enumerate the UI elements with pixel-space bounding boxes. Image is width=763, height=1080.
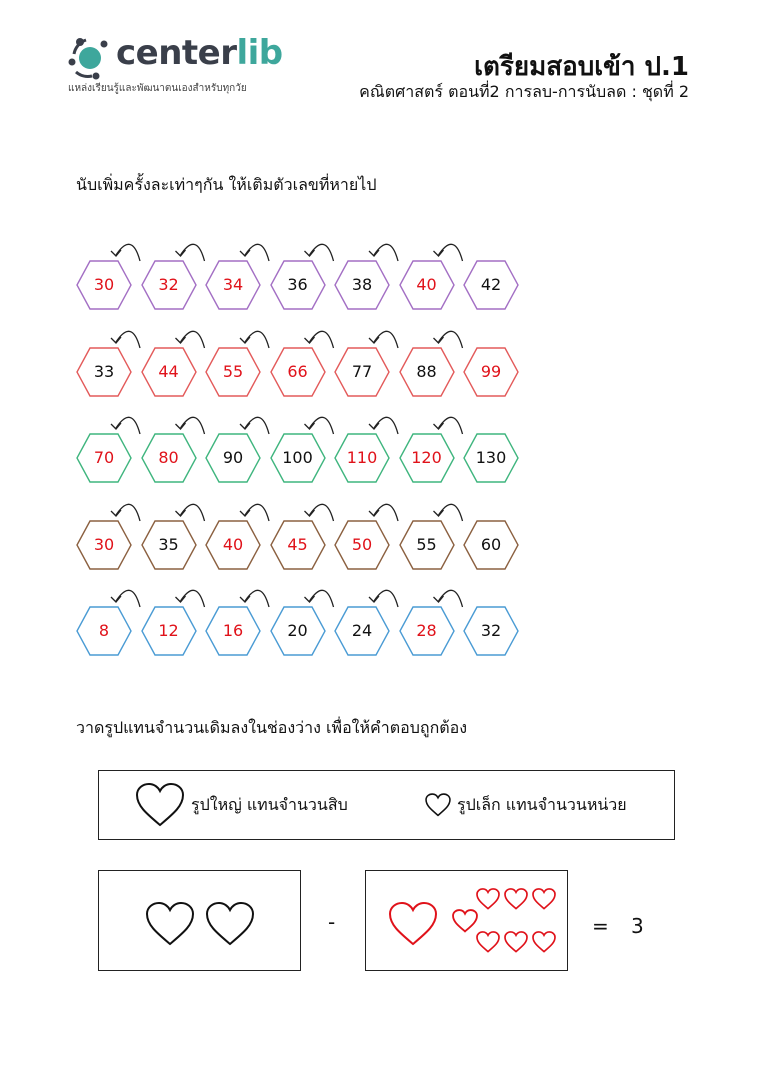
number-hexagon [270, 433, 326, 483]
subtrahend-box [365, 870, 568, 971]
hexagon-number: 30 [93, 275, 115, 294]
hexagon-number: 45 [287, 535, 308, 554]
big-heart-red-icon [388, 901, 438, 947]
arrow-head [434, 423, 444, 429]
hexagon-number: 130 [475, 448, 507, 467]
number-hexagon [205, 520, 261, 570]
number-hexagon [463, 347, 519, 397]
number-hexagon [334, 520, 390, 570]
arrow-head [176, 337, 186, 343]
arrow-head [305, 250, 315, 256]
hexagon-number: 55 [416, 535, 437, 554]
number-hexagon [205, 260, 261, 310]
logo-molecule-icon [66, 34, 114, 80]
hexagon-number: 60 [480, 535, 502, 554]
number-hexagon [463, 520, 519, 570]
hexagon-number: 40 [222, 535, 244, 554]
arrow-head [434, 510, 444, 516]
hexagon-number: 30 [93, 535, 115, 554]
number-hexagon [270, 520, 326, 570]
hexagon-number: 77 [351, 362, 373, 381]
minuend-box [98, 870, 301, 971]
arrow-head [111, 510, 121, 516]
arrow-head [369, 337, 379, 343]
sequence-row [76, 320, 526, 410]
logo-tagline: แหล่งเรียนรู้และพัฒนาตนเองสำหรับทุกวัย [68, 83, 247, 94]
number-hexagon [399, 520, 455, 570]
number-hexagon [205, 433, 261, 483]
hexagon-number: 88 [416, 362, 437, 381]
small-heart-red-icon [452, 909, 478, 933]
hexagon-number: 100 [282, 448, 313, 467]
number-hexagon [399, 606, 455, 656]
legend-small-text: รูปเล็ก แทนจำนวนหน่วย [457, 794, 627, 814]
number-hexagon [463, 260, 519, 310]
number-hexagon [141, 520, 197, 570]
hexagon-number: 28 [416, 621, 437, 640]
hexagon-number: 36 [287, 275, 308, 294]
arrow-head [111, 337, 121, 343]
number-hexagon [76, 520, 132, 570]
hexagon-number: 35 [158, 535, 179, 554]
hexagon-number: 12 [158, 621, 179, 640]
hexagon-number: 20 [287, 621, 308, 640]
number-hexagon [399, 347, 455, 397]
arrow-head [111, 423, 121, 429]
arrow-head [240, 250, 250, 256]
number-hexagon [270, 606, 326, 656]
hexagon-number: 32 [158, 275, 179, 294]
arrow-head [305, 423, 315, 429]
hexagon-number: 38 [351, 275, 373, 294]
arrow-head [111, 596, 121, 602]
arrow-head [305, 510, 315, 516]
number-hexagon [76, 606, 132, 656]
big-heart-icon [205, 901, 255, 947]
number-hexagon [399, 260, 455, 310]
small-heart-red-icon [504, 931, 528, 953]
number-hexagon [205, 606, 261, 656]
hexagon-number: 42 [480, 275, 502, 294]
hexagon-number: 32 [480, 621, 502, 640]
number-hexagon [334, 606, 390, 656]
small-heart-red-icon [476, 931, 500, 953]
arrow-head [369, 250, 379, 256]
number-hexagon [205, 347, 261, 397]
hexagon-number: 99 [480, 362, 502, 381]
number-hexagon [334, 347, 390, 397]
hexagon-number: 44 [158, 362, 179, 381]
number-hexagon [141, 347, 197, 397]
number-hexagon [141, 433, 197, 483]
sequence-row [76, 233, 526, 323]
arrow-head [240, 510, 250, 516]
sequence-row [76, 406, 526, 496]
number-hexagon [463, 606, 519, 656]
arrow-head [369, 510, 379, 516]
equals-sign: = [592, 914, 609, 938]
number-hexagon [141, 606, 197, 656]
section2-instruction: วาดรูปแทนจำนวนเดิมลงในช่องว่าง เพื่อให้คำตอบถูกต้อง [76, 718, 468, 737]
sequence-row [76, 579, 526, 669]
page-title: เตรียมสอบเข้า ป.1 [474, 52, 689, 82]
number-hexagon [270, 260, 326, 310]
arrow-head [434, 250, 444, 256]
number-hexagon [334, 433, 390, 483]
logo [66, 30, 296, 100]
hexagon-number: 24 [351, 621, 373, 640]
number-hexagon [334, 260, 390, 310]
arrow-head [434, 337, 444, 343]
hexagon-number: 120 [411, 448, 442, 467]
small-heart-red-icon [532, 888, 556, 910]
arrow-head [176, 596, 186, 602]
arrow-head [240, 596, 250, 602]
number-hexagon [76, 433, 132, 483]
legend-box [98, 770, 675, 840]
hexagon-number: 34 [222, 275, 244, 294]
arrow-head [240, 337, 250, 343]
legend-big [135, 771, 348, 839]
hexagon-number: 50 [351, 535, 373, 554]
section1-instruction: นับเพิ่มครั้งละเท่าๆกัน ให้เติมตัวเลขที่หายไป [76, 175, 377, 194]
arrow-head [176, 423, 186, 429]
arrow-head [240, 423, 250, 429]
small-heart-red-icon [476, 888, 500, 910]
number-hexagon [399, 433, 455, 483]
hexagon-number: 55 [222, 362, 244, 381]
arrow-head [176, 510, 186, 516]
arrow-head [305, 596, 315, 602]
arrow-head [369, 423, 379, 429]
hexagon-number: 80 [158, 448, 179, 467]
hexagon-number: 33 [93, 362, 115, 381]
small-heart-red-icon [504, 888, 528, 910]
legend-small [425, 771, 627, 839]
hexagon-number: 8 [98, 621, 110, 640]
small-heart-icon [425, 793, 451, 817]
hexagon-number: 66 [287, 362, 308, 381]
legend-big-text: รูปใหญ่ แทนจำนวนสิบ [191, 794, 348, 814]
number-hexagon [141, 260, 197, 310]
sequence-row [76, 493, 526, 583]
arrow-head [434, 596, 444, 602]
hexagon-number: 110 [346, 448, 378, 467]
logo-wordmark: centerlib [116, 33, 283, 73]
page-subtitle: คณิตศาสตร์ ตอนที่2 การลบ-การนับลด : ชุดที่ 2 [359, 82, 689, 101]
hexagon-number: 40 [416, 275, 437, 294]
hexagon-number: 90 [222, 448, 244, 467]
arrow-head [111, 250, 121, 256]
number-hexagon [270, 347, 326, 397]
arrow-head [369, 596, 379, 602]
answer-value: 3 [631, 914, 644, 938]
arrow-head [176, 250, 186, 256]
big-heart-icon [145, 901, 195, 947]
hexagon-number: 16 [222, 621, 244, 640]
number-hexagon [76, 347, 132, 397]
arrow-head [305, 337, 315, 343]
small-heart-red-icon [532, 931, 556, 953]
big-heart-icon [135, 782, 185, 828]
hexagon-number: 70 [93, 448, 115, 467]
number-hexagon [76, 260, 132, 310]
minus-sign: - [328, 910, 336, 934]
number-hexagon [463, 433, 519, 483]
